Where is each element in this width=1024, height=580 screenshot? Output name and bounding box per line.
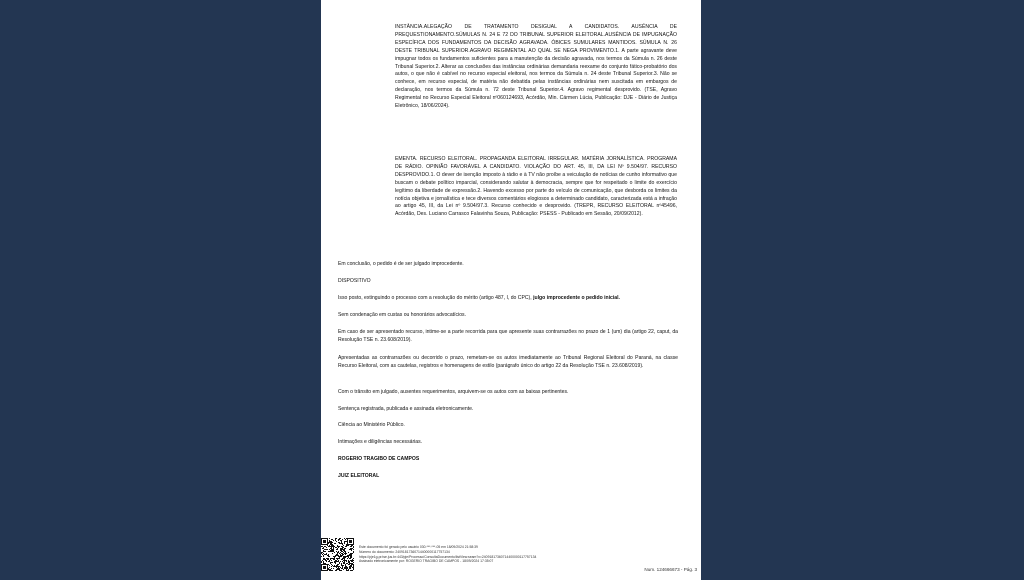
qr-code-graphic	[321, 538, 354, 571]
document-page	[321, 0, 701, 580]
judge-title: JUIZ ELEITORAL	[338, 473, 380, 479]
sentenca-paragraph: Sentença registrada, publicada e assinada eletronicamente.	[338, 406, 474, 412]
footer-signature-line: Assinado eletronicamente por: ROGERIO TRAGIBO DE CAMPOS - 18/09/2024 17:35:07	[359, 559, 494, 564]
sem-condenacao-paragraph: Sem condenação em custas ou honorários advocatícios.	[338, 312, 466, 318]
conclusion-paragraph: Em conclusão, o pedido é de ser julgado improcedente.	[338, 261, 464, 267]
footer-url[interactable]: https://pje1g-pr.tse.jus.br:443/pje/Processo/ConsultaDocumento/listView.seam?x=24091817360714400000117757134	[359, 554, 537, 559]
judge-name: ROGERIO TRAGIBO DE CAMPOS	[338, 456, 420, 462]
dispositivo-heading: DISPOSITIVO	[338, 278, 371, 284]
ciencia-paragraph: Ciência ao Ministério Público.	[338, 422, 405, 428]
isso-posto-paragraph	[338, 295, 678, 303]
intimacoes-paragraph: Intimações e diligências necessárias.	[338, 439, 423, 445]
qr-code-icon	[321, 538, 354, 571]
footer-document-number: Número do documento: 24091817360714400000117757134	[359, 549, 450, 554]
transito-paragraph: Com o trânsito em julgado, ausentes requerimentos, arquivem-se os autos com as baixas pertinentes.	[338, 389, 569, 395]
isso-posto-text: Isso posto, extinguindo o processo com a resolução do mérito (artigo 487, I, do CPC),	[338, 295, 534, 301]
footer-generated-line: Este documento foi gerado pelo usuário 030.***.***-05 em 18/09/2024 21:58:39	[359, 545, 478, 549]
contrarrazoes-paragraph: Apresentadas as contrarrazões ou decorrido o prazo, remetam-se os autos imediatamente ao Tribunal Regional Eleitoral do Paraná, na classe Recurso Eleitoral, com as cautelas, registros e homenagens de estilo (parágrafo único do artigo 22 da Resolução TSE n. 23.608/2019).	[338, 355, 678, 369]
citation-block-1: INSTÂNCIA.ALEGAÇÃO DE TRATAMENTO DESIGUAL A CANDIDATOS. AUSÊNCIA DE PREQUESTIONAMENTO.SÚMULAS N. 24 E 72 DO TRIBUNAL SUPERIOR ELEITORAL.AUSÊNCIA DE IMPUGNAÇÃO ESPECÍFICA DOS FUNDAMENTOS DA DECISÃO AGRAVADA. ÓBICES SUMULARES MANTIDOS. SÚMULA N. 26 DESTE TRIBUNAL SUPERIOR.AGRAVO REGIMENTAL AO QUAL SE NEGA PROVIMENTO.1. A parte agravante deve impugnar todos os fundamentos suficientes para a manutenção da decisão agravada, nos termos da Súmula n. 26 deste Tribunal Superior.2. Alterar as conclusões das instâncias ordinárias demandaria reexame do conjunto fático-probatório dos autos, o que não é cabível no recurso especial eleitoral, nos termos da Súmula n. 24 deste Tribunal Superior.3. Não se conhece, em recurso especial, de matéria não debatida pelas instâncias ordinárias nem suscitada em embargos de declaração, nos termos da Súmula n. 72 deste Tribunal Superior.4. Agravo regimental desprovido. (TSE, Agravo Regimental no Recurso Especial Eleitoral nº060124693, Acórdão, Min. Cármen Lúcia, Publicação: DJE - Diário de Justiça Eletrônico, 18/06/2024).	[395, 24, 677, 110]
isso-posto-decision: julgo improcedente o pedido inicial.	[533, 295, 620, 301]
recurso-paragraph: Em caso de ser apresentado recurso, intime-se a parte recorrida para que apresente suas contrarrazões no prazo de 1 (um) dia (artigo 22, caput, da Resolução TSE n. 23.608/2019).	[338, 329, 678, 343]
footer-info	[359, 545, 619, 564]
citation-block-2: EMENTA. RECURSO ELEITORAL. PROPAGANDA ELEITORAL IRREGULAR. MATÉRIA JORNALÍSTICA. PROGRAMA DE RÁDIO. OPINIÃO FAVORÁVEL A CANDIDATO. VIOLAÇÃO DO ART. 45, III, DA LEI Nº 9.504/97. RECURSO DESPROVIDO.1. O dever de isenção imposto à rádio e à TV não proíbe a veiculação de notícias de cunho informativo que buscam o debate político imparcial, considerando salutar à democracia, sempre que for respeitado o limite do exercício legítimo da liberdade de expressão.2. Havendo excesso por parte do veículo de comunicação, que desborda os limites da notícia objetiva e jornalística e tece diversos comentários elogiosos a determinado candidato, caracterizada está a infração ao artigo 45, III, da Lei nº 9.504/97.3. Recurso conhecido e desprovido. (TREPR, RECURSO ELEITORAL nº45496, Acórdão, Des. Luciano Carrasco Falavinha Souza, Publicação: PSESS - Publicado em Sessão, 20/09/2012).	[395, 156, 677, 218]
page-number: Num. 124666673 - Pág. 3	[644, 567, 697, 572]
